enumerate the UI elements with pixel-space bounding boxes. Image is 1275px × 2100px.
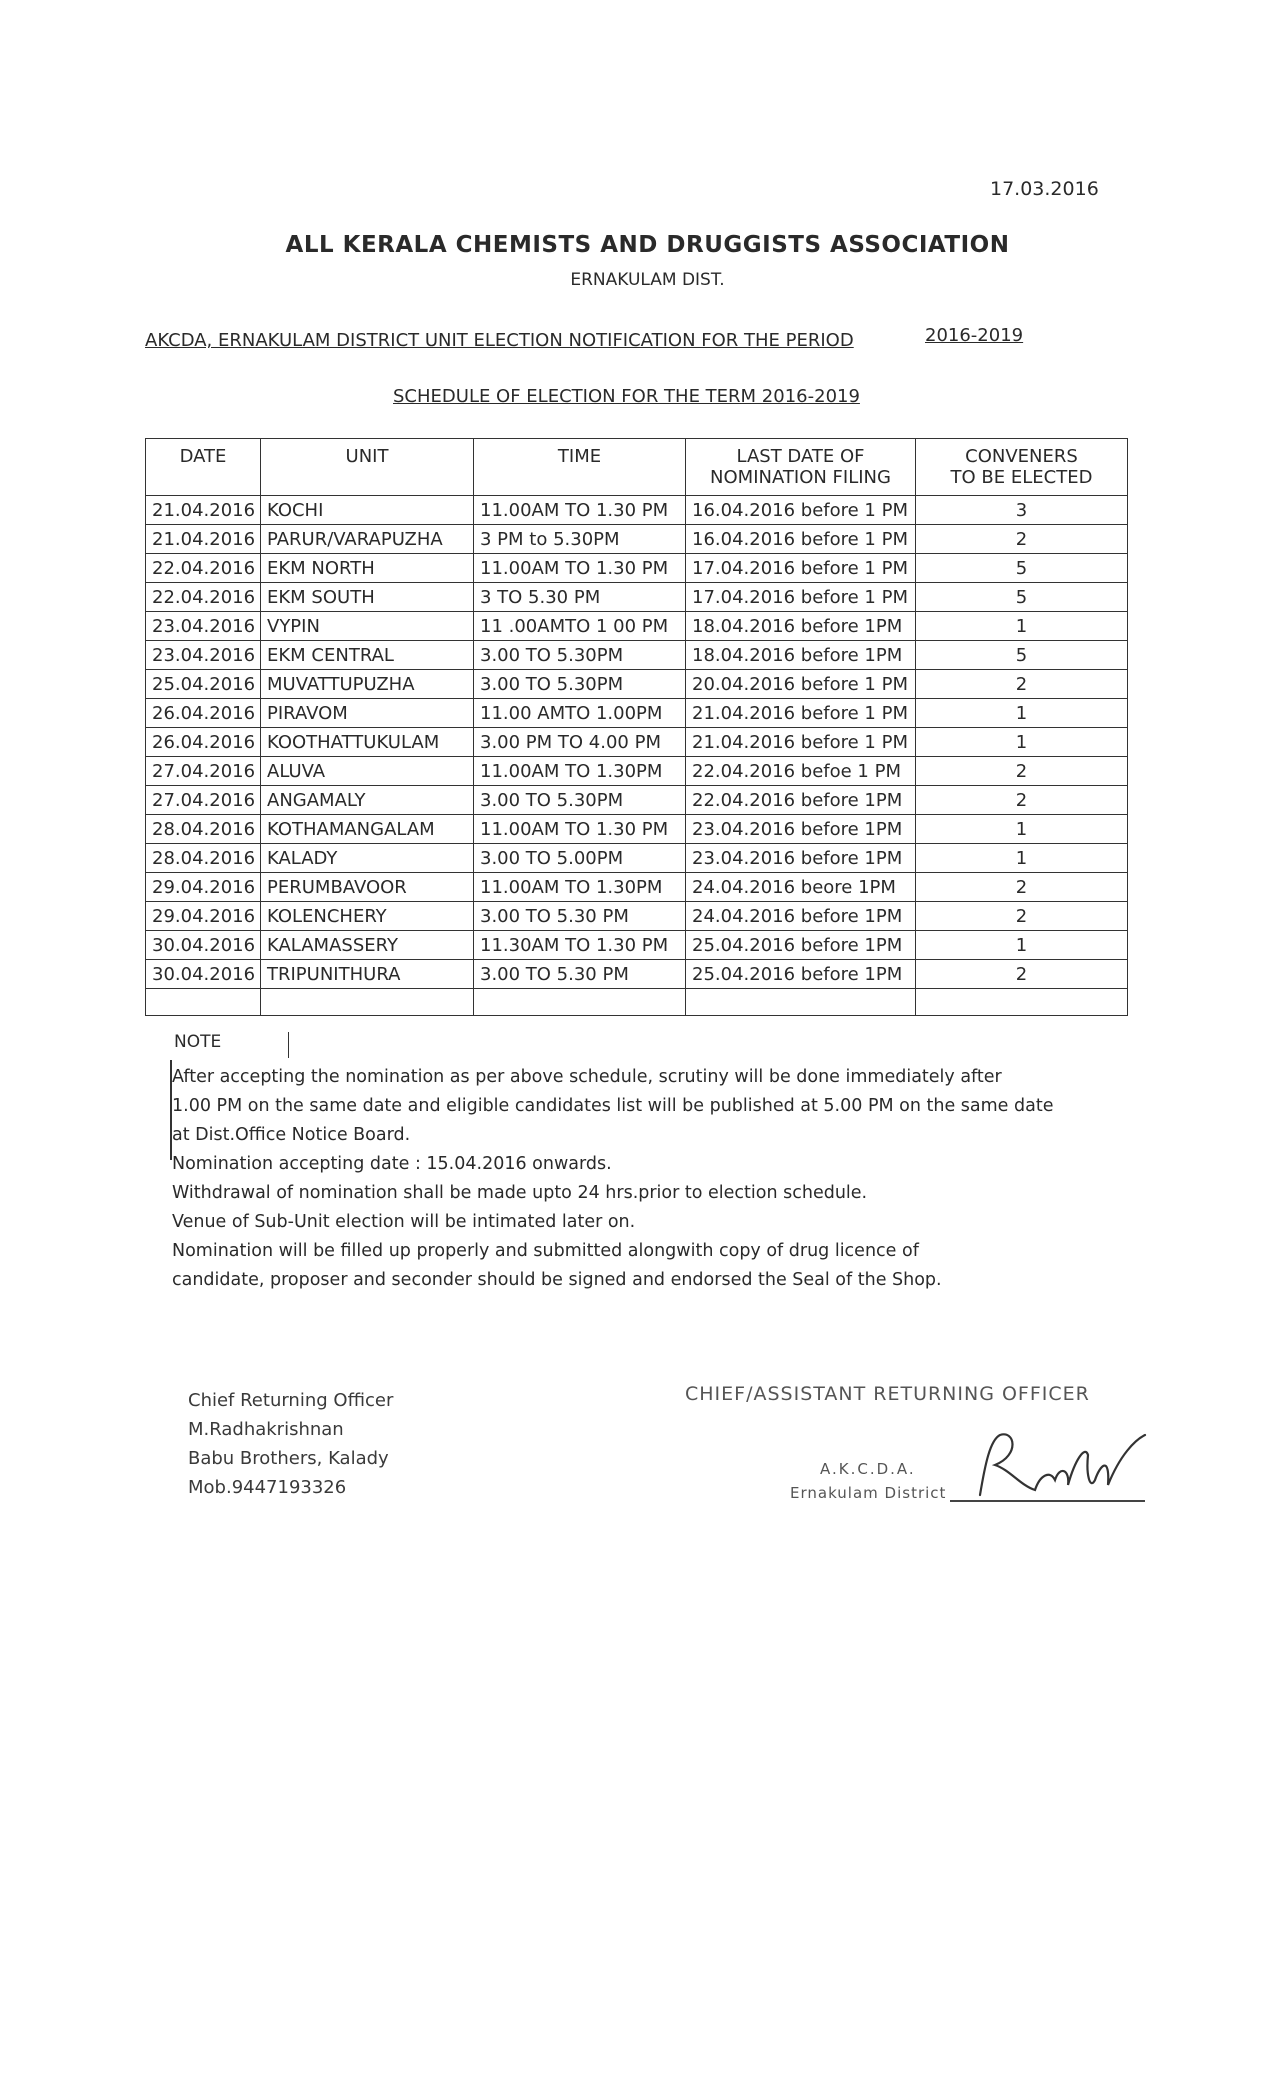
cell-last-date: 17.04.2016 before 1 PM xyxy=(686,554,916,583)
cell-last-date: 16.04.2016 before 1 PM xyxy=(686,525,916,554)
cell-conveners: 1 xyxy=(916,728,1128,757)
cell-conveners: 2 xyxy=(916,960,1128,989)
table-row xyxy=(146,612,1128,641)
cell-conveners: 2 xyxy=(916,902,1128,931)
cell-time: 11.00AM TO 1.30 PM xyxy=(474,815,686,844)
table-header-row xyxy=(146,439,1128,468)
cell-unit: PIRAVOM xyxy=(261,699,474,728)
header-date: DATE xyxy=(146,439,261,468)
cell-conveners: 2 xyxy=(916,757,1128,786)
table-row xyxy=(146,583,1128,612)
note-line: Withdrawal of nomination shall be made upto 24 hrs.prior to election schedule. xyxy=(172,1183,868,1203)
note-text xyxy=(172,1063,1132,1295)
signature-icon xyxy=(960,1425,1160,1505)
cell-time: 3 TO 5.30 PM xyxy=(474,583,686,612)
cell-time: 3.00 TO 5.30PM xyxy=(474,641,686,670)
cell-unit: VYPIN xyxy=(261,612,474,641)
cell-last-date: 17.04.2016 before 1 PM xyxy=(686,583,916,612)
table-row xyxy=(146,757,1128,786)
header-unit-2 xyxy=(261,467,474,496)
table-row xyxy=(146,641,1128,670)
table-row xyxy=(146,844,1128,873)
cell-date: 28.04.2016 xyxy=(146,844,261,873)
header-conveners: CONVENERS xyxy=(916,439,1128,468)
table-row xyxy=(146,728,1128,757)
cell-date: 30.04.2016 xyxy=(146,960,261,989)
cell-conveners: 1 xyxy=(916,612,1128,641)
note-label: NOTE xyxy=(170,1032,289,1058)
cell-unit: KOTHAMANGALAM xyxy=(261,815,474,844)
cell-time: 3 PM to 5.30PM xyxy=(474,525,686,554)
cell-last-date: 18.04.2016 before 1PM xyxy=(686,641,916,670)
cell-time: 3.00 TO 5.30 PM xyxy=(474,902,686,931)
table-header-row-2 xyxy=(146,467,1128,496)
table-row xyxy=(146,554,1128,583)
cell-last-date: 20.04.2016 before 1 PM xyxy=(686,670,916,699)
note-line: at Dist.Office Notice Board. xyxy=(172,1125,411,1145)
cell-date: 27.04.2016 xyxy=(146,786,261,815)
cell-date: 29.04.2016 xyxy=(146,902,261,931)
stamp-district: Ernakulam District xyxy=(790,1484,947,1502)
cell-conveners: 1 xyxy=(916,815,1128,844)
document-date: 17.03.2016 xyxy=(990,178,1099,200)
cell-last-date: 24.04.2016 before 1PM xyxy=(686,902,916,931)
cell-conveners: 1 xyxy=(916,844,1128,873)
table-row xyxy=(146,525,1128,554)
cell-conveners: 2 xyxy=(916,525,1128,554)
cell-time: 11.00AM TO 1.30 PM xyxy=(474,554,686,583)
cell-unit: ALUVA xyxy=(261,757,474,786)
cell-unit: KOOTHATTUKULAM xyxy=(261,728,474,757)
organization-district: ERNAKULAM DIST. xyxy=(570,270,725,290)
note-line: Venue of Sub-Unit election will be intimated later on. xyxy=(172,1212,636,1232)
table-row xyxy=(146,496,1128,525)
cell-last-date: 23.04.2016 before 1PM xyxy=(686,844,916,873)
table-row xyxy=(146,902,1128,931)
cell-time: 11.00AM TO 1.30PM xyxy=(474,757,686,786)
cro-address: Babu Brothers, Kalady xyxy=(188,1448,389,1469)
cell-date: 30.04.2016 xyxy=(146,931,261,960)
cell-unit: PERUMBAVOOR xyxy=(261,873,474,902)
table-row xyxy=(146,699,1128,728)
stamp-organization: A.K.C.D.A. xyxy=(820,1460,916,1478)
signature-line xyxy=(950,1500,1145,1502)
cell-time: 3.00 TO 5.30PM xyxy=(474,786,686,815)
cell-conveners: 2 xyxy=(916,786,1128,815)
cell-last-date: 21.04.2016 before 1 PM xyxy=(686,728,916,757)
header-to-be-elected: TO BE ELECTED xyxy=(916,467,1128,496)
cell-time: 11.00 AMTO 1.00PM xyxy=(474,699,686,728)
cell-time: 11.30AM TO 1.30 PM xyxy=(474,931,686,960)
schedule-title: SCHEDULE OF ELECTION FOR THE TERM 2016-2019 xyxy=(393,386,860,407)
table-row xyxy=(146,786,1128,815)
cell-time: 3.00 TO 5.00PM xyxy=(474,844,686,873)
cell-unit: KOLENCHERY xyxy=(261,902,474,931)
cell-unit: EKM NORTH xyxy=(261,554,474,583)
cell-last-date: 18.04.2016 before 1PM xyxy=(686,612,916,641)
notification-period: 2016-2019 xyxy=(925,325,1024,346)
header-time-2 xyxy=(474,467,686,496)
chief-returning-officer-block xyxy=(188,1386,393,1502)
cell-date: 29.04.2016 xyxy=(146,873,261,902)
cell-last-date: 25.04.2016 before 1PM xyxy=(686,960,916,989)
cell-unit: MUVATTUPUZHA xyxy=(261,670,474,699)
note-line: After accepting the nomination as per above schedule, scrutiny will be done immediately after xyxy=(172,1067,1002,1087)
cell-last-date: 21.04.2016 before 1 PM xyxy=(686,699,916,728)
cro-name: M.Radhakrishnan xyxy=(188,1419,344,1440)
cell-date: 22.04.2016 xyxy=(146,583,261,612)
note-line: Nomination will be filled up properly and submitted alongwith copy of drug licence of xyxy=(172,1241,919,1261)
cell-date: 21.04.2016 xyxy=(146,496,261,525)
cell-last-date: 16.04.2016 before 1 PM xyxy=(686,496,916,525)
cell-date: 23.04.2016 xyxy=(146,641,261,670)
note-line: 1.00 PM on the same date and eligible candidates list will be published at 5.00 PM on the same date xyxy=(172,1096,1054,1116)
cell-time: 11.00AM TO 1.30PM xyxy=(474,873,686,902)
header-unit: UNIT xyxy=(261,439,474,468)
header-date-2 xyxy=(146,467,261,496)
cell-time: 3.00 TO 5.30PM xyxy=(474,670,686,699)
cell-date: 26.04.2016 xyxy=(146,699,261,728)
cell-time: 11.00AM TO 1.30 PM xyxy=(474,496,686,525)
cell-conveners: 5 xyxy=(916,554,1128,583)
cell-date: 25.04.2016 xyxy=(146,670,261,699)
notification-heading: AKCDA, ERNAKULAM DISTRICT UNIT ELECTION NOTIFICATION FOR THE PERIOD xyxy=(145,330,854,351)
cell-date: 28.04.2016 xyxy=(146,815,261,844)
cell-unit: EKM CENTRAL xyxy=(261,641,474,670)
cell-conveners: 5 xyxy=(916,641,1128,670)
cell-unit: EKM SOUTH xyxy=(261,583,474,612)
cell-last-date: 25.04.2016 before 1PM xyxy=(686,931,916,960)
cell-unit: KOCHI xyxy=(261,496,474,525)
cell-last-date: 22.04.2016 befoe 1 PM xyxy=(686,757,916,786)
note-line: Nomination accepting date : 15.04.2016 onwards. xyxy=(172,1154,612,1174)
cell-time: 3.00 PM TO 4.00 PM xyxy=(474,728,686,757)
cell-last-date: 23.04.2016 before 1PM xyxy=(686,815,916,844)
cell-conveners: 3 xyxy=(916,496,1128,525)
cell-last-date: 22.04.2016 before 1PM xyxy=(686,786,916,815)
cell-date: 21.04.2016 xyxy=(146,525,261,554)
header-time: TIME xyxy=(474,439,686,468)
stamp-title: CHIEF/ASSISTANT RETURNING OFFICER xyxy=(685,1383,1090,1405)
cell-last-date: 24.04.2016 beore 1PM xyxy=(686,873,916,902)
cell-date: 27.04.2016 xyxy=(146,757,261,786)
table-blank-row xyxy=(146,989,1128,1016)
cell-date: 26.04.2016 xyxy=(146,728,261,757)
election-schedule-table xyxy=(145,438,1128,1016)
cell-conveners: 2 xyxy=(916,873,1128,902)
cell-conveners: 5 xyxy=(916,583,1128,612)
table-row xyxy=(146,960,1128,989)
cro-title: Chief Returning Officer xyxy=(188,1390,394,1411)
note-line: candidate, proposer and seconder should be signed and endorsed the Seal of the Shop. xyxy=(172,1270,942,1290)
table-row xyxy=(146,670,1128,699)
organization-title: ALL KERALA CHEMISTS AND DRUGGISTS ASSOCIATION xyxy=(285,232,1010,258)
cro-mobile: Mob.9447193326 xyxy=(188,1477,347,1498)
cell-unit: ANGAMALY xyxy=(261,786,474,815)
cell-unit: TRIPUNITHURA xyxy=(261,960,474,989)
cell-conveners: 1 xyxy=(916,699,1128,728)
header-nomination-filing: NOMINATION FILING xyxy=(686,467,916,496)
table-row xyxy=(146,931,1128,960)
cell-time: 11 .00AMTO 1 00 PM xyxy=(474,612,686,641)
header-last-date: LAST DATE OF xyxy=(686,439,916,468)
cell-time: 3.00 TO 5.30 PM xyxy=(474,960,686,989)
cell-unit: KALADY xyxy=(261,844,474,873)
cell-conveners: 2 xyxy=(916,670,1128,699)
cell-unit: KALAMASSERY xyxy=(261,931,474,960)
table-row xyxy=(146,873,1128,902)
cell-date: 23.04.2016 xyxy=(146,612,261,641)
cell-unit: PARUR/VARAPUZHA xyxy=(261,525,474,554)
cell-conveners: 1 xyxy=(916,931,1128,960)
cell-date: 22.04.2016 xyxy=(146,554,261,583)
table-row xyxy=(146,815,1128,844)
